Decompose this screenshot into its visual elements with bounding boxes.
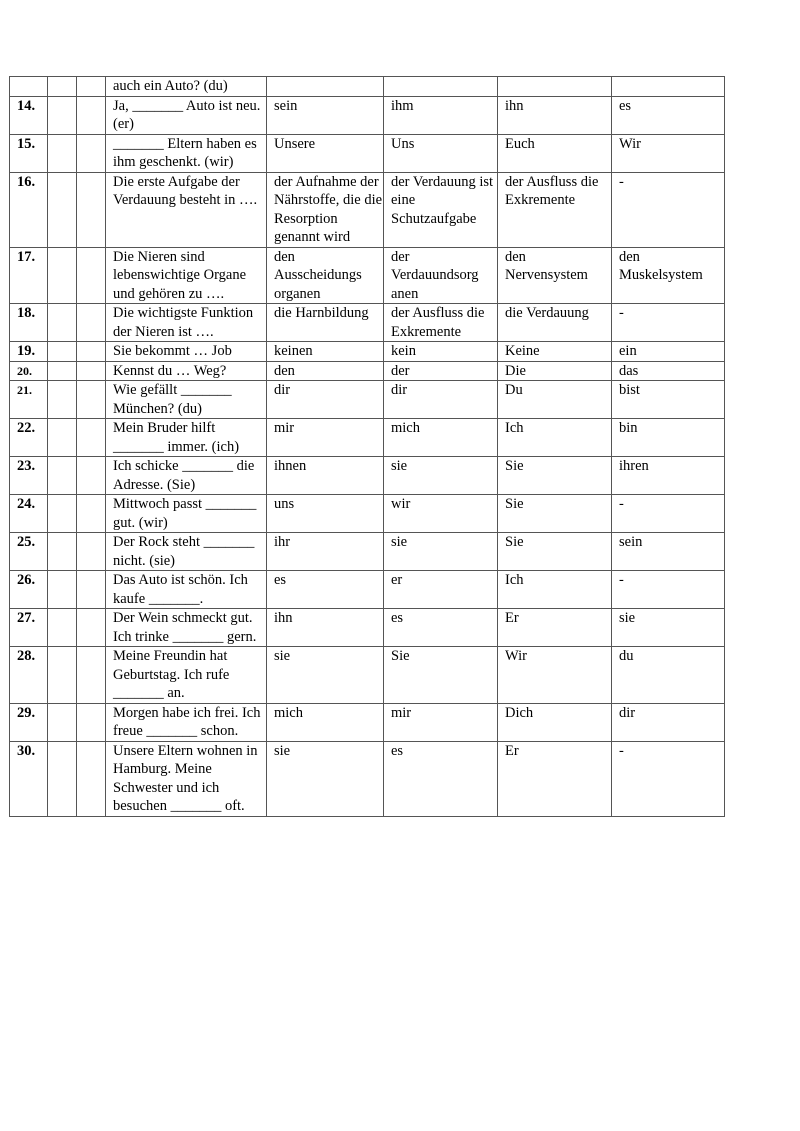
option-c: ihn: [498, 96, 612, 134]
option-d: -: [612, 304, 725, 342]
table-row: [10, 172, 725, 247]
option-d: du: [612, 647, 725, 704]
question-number: 22.: [10, 419, 48, 457]
table-row: [10, 647, 725, 704]
option-b: [384, 77, 498, 97]
empty-cell: [77, 571, 106, 609]
empty-cell: [48, 457, 77, 495]
table-row: [10, 495, 725, 533]
option-c: die Verdauung: [498, 304, 612, 342]
question-number: 25.: [10, 533, 48, 571]
question-number: 14.: [10, 96, 48, 134]
option-b: sie: [384, 457, 498, 495]
option-b: dir: [384, 381, 498, 419]
option-d: es: [612, 96, 725, 134]
option-b: es: [384, 609, 498, 647]
question-text: Meine Freundin hat Geburtstag. Ich rufe _______ an.: [106, 647, 267, 704]
table-row: [10, 571, 725, 609]
option-d: bist: [612, 381, 725, 419]
option-d: -: [612, 741, 725, 816]
empty-cell: [48, 247, 77, 304]
option-b: wir: [384, 495, 498, 533]
option-a: ihr: [267, 533, 384, 571]
empty-cell: [77, 96, 106, 134]
quiz-table: [9, 76, 725, 817]
empty-cell: [77, 77, 106, 97]
option-c: Er: [498, 741, 612, 816]
empty-cell: [48, 741, 77, 816]
option-a: die Harnbildung: [267, 304, 384, 342]
option-c: Du: [498, 381, 612, 419]
empty-cell: [48, 96, 77, 134]
question-number: 15.: [10, 134, 48, 172]
question-text: Ja, _______ Auto ist neu. (er): [106, 96, 267, 134]
empty-cell: [48, 703, 77, 741]
question-text: auch ein Auto? (du): [106, 77, 267, 97]
option-b: Sie: [384, 647, 498, 704]
table-row: [10, 741, 725, 816]
table-row: [10, 134, 725, 172]
question-text: Der Wein schmeckt gut. Ich trinke _______ gern.: [106, 609, 267, 647]
question-number: 28.: [10, 647, 48, 704]
question-text: Sie bekommt … Job: [106, 342, 267, 362]
table-row: [10, 342, 725, 362]
option-c: Ich: [498, 571, 612, 609]
option-d: ein: [612, 342, 725, 362]
option-a: [267, 77, 384, 97]
question-number: 18.: [10, 304, 48, 342]
empty-cell: [77, 361, 106, 381]
empty-cell: [77, 741, 106, 816]
question-number: 26.: [10, 571, 48, 609]
empty-cell: [77, 134, 106, 172]
question-number: 29.: [10, 703, 48, 741]
empty-cell: [48, 342, 77, 362]
table-row: [10, 381, 725, 419]
table-row: [10, 457, 725, 495]
option-a: mir: [267, 419, 384, 457]
table-row: [10, 304, 725, 342]
option-c: Sie: [498, 533, 612, 571]
option-b: mich: [384, 419, 498, 457]
empty-cell: [48, 647, 77, 704]
table-row: [10, 703, 725, 741]
empty-cell: [48, 172, 77, 247]
question-number: [10, 77, 48, 97]
question-number: 24.: [10, 495, 48, 533]
option-b: der Ausfluss die Exkremente: [384, 304, 498, 342]
option-c: Dich: [498, 703, 612, 741]
table-row: [10, 96, 725, 134]
question-text: Unsere Eltern wohnen in Hamburg. Meine Schwester und ich besuchen _______ oft.: [106, 741, 267, 816]
question-number: 23.: [10, 457, 48, 495]
option-b: der Verdauundsorg anen: [384, 247, 498, 304]
option-d: sie: [612, 609, 725, 647]
empty-cell: [77, 381, 106, 419]
option-a: sein: [267, 96, 384, 134]
empty-cell: [77, 247, 106, 304]
option-d: Wir: [612, 134, 725, 172]
question-number: 17.: [10, 247, 48, 304]
option-c: Euch: [498, 134, 612, 172]
option-a: ihn: [267, 609, 384, 647]
option-d: -: [612, 571, 725, 609]
option-a: Unsere: [267, 134, 384, 172]
option-d: [612, 77, 725, 97]
question-number: 27.: [10, 609, 48, 647]
option-a: den: [267, 361, 384, 381]
question-number: 16.: [10, 172, 48, 247]
question-text: Die wichtigste Funktion der Nieren ist ….: [106, 304, 267, 342]
table-row: [10, 419, 725, 457]
option-a: den Ausscheidungs organen: [267, 247, 384, 304]
option-c: [498, 77, 612, 97]
empty-cell: [48, 77, 77, 97]
question-text: _______ Eltern haben es ihm geschenkt. (wir): [106, 134, 267, 172]
option-d: ihren: [612, 457, 725, 495]
option-c: Wir: [498, 647, 612, 704]
option-c: der Ausfluss die Exkremente: [498, 172, 612, 247]
question-text: Mein Bruder hilft _______ immer. (ich): [106, 419, 267, 457]
empty-cell: [48, 134, 77, 172]
option-b: kein: [384, 342, 498, 362]
option-c: Er: [498, 609, 612, 647]
empty-cell: [77, 609, 106, 647]
option-a: uns: [267, 495, 384, 533]
empty-cell: [77, 172, 106, 247]
option-c: den Nervensystem: [498, 247, 612, 304]
empty-cell: [77, 533, 106, 571]
question-number: 30.: [10, 741, 48, 816]
option-a: keinen: [267, 342, 384, 362]
option-b: er: [384, 571, 498, 609]
empty-cell: [48, 381, 77, 419]
option-d: das: [612, 361, 725, 381]
table-row: [10, 609, 725, 647]
option-d: sein: [612, 533, 725, 571]
question-text: Der Rock steht _______ nicht. (sie): [106, 533, 267, 571]
empty-cell: [48, 304, 77, 342]
option-c: Die: [498, 361, 612, 381]
empty-cell: [48, 361, 77, 381]
question-text: Ich schicke _______ die Adresse. (Sie): [106, 457, 267, 495]
quiz-body: [10, 77, 725, 817]
empty-cell: [77, 419, 106, 457]
empty-cell: [77, 703, 106, 741]
question-text: Kennst du … Weg?: [106, 361, 267, 381]
empty-cell: [77, 342, 106, 362]
question-number: 21.: [10, 381, 48, 419]
empty-cell: [77, 457, 106, 495]
question-text: Das Auto ist schön. Ich kaufe _______.: [106, 571, 267, 609]
option-b: der: [384, 361, 498, 381]
question-text: Morgen habe ich frei. Ich freue _______ schon.: [106, 703, 267, 741]
empty-cell: [77, 304, 106, 342]
option-a: dir: [267, 381, 384, 419]
table-row: [10, 77, 725, 97]
option-c: Ich: [498, 419, 612, 457]
question-text: Die Nieren sind lebenswichtige Organe und gehören zu ….: [106, 247, 267, 304]
option-b: es: [384, 741, 498, 816]
option-b: sie: [384, 533, 498, 571]
empty-cell: [48, 419, 77, 457]
option-b: mir: [384, 703, 498, 741]
empty-cell: [48, 495, 77, 533]
option-c: Sie: [498, 495, 612, 533]
option-a: sie: [267, 647, 384, 704]
option-a: mich: [267, 703, 384, 741]
option-d: den Muskelsystem: [612, 247, 725, 304]
empty-cell: [48, 533, 77, 571]
option-b: der Verdauung ist eine Schutzaufgabe: [384, 172, 498, 247]
option-a: sie: [267, 741, 384, 816]
option-d: -: [612, 495, 725, 533]
question-number: 20.: [10, 361, 48, 381]
option-a: es: [267, 571, 384, 609]
option-d: -: [612, 172, 725, 247]
empty-cell: [48, 609, 77, 647]
option-b: ihm: [384, 96, 498, 134]
option-b: Uns: [384, 134, 498, 172]
table-row: [10, 533, 725, 571]
question-text: Die erste Aufgabe der Verdauung besteht in ….: [106, 172, 267, 247]
question-text: Wie gefällt _______ München? (du): [106, 381, 267, 419]
empty-cell: [77, 495, 106, 533]
option-a: der Aufnahme der Nährstoffe, die die Resorption genannt wird: [267, 172, 384, 247]
table-row: [10, 247, 725, 304]
empty-cell: [77, 647, 106, 704]
option-d: bin: [612, 419, 725, 457]
option-d: dir: [612, 703, 725, 741]
option-c: Sie: [498, 457, 612, 495]
table-row: [10, 361, 725, 381]
option-c: Keine: [498, 342, 612, 362]
question-number: 19.: [10, 342, 48, 362]
question-text: Mittwoch passt _______ gut. (wir): [106, 495, 267, 533]
empty-cell: [48, 571, 77, 609]
option-a: ihnen: [267, 457, 384, 495]
